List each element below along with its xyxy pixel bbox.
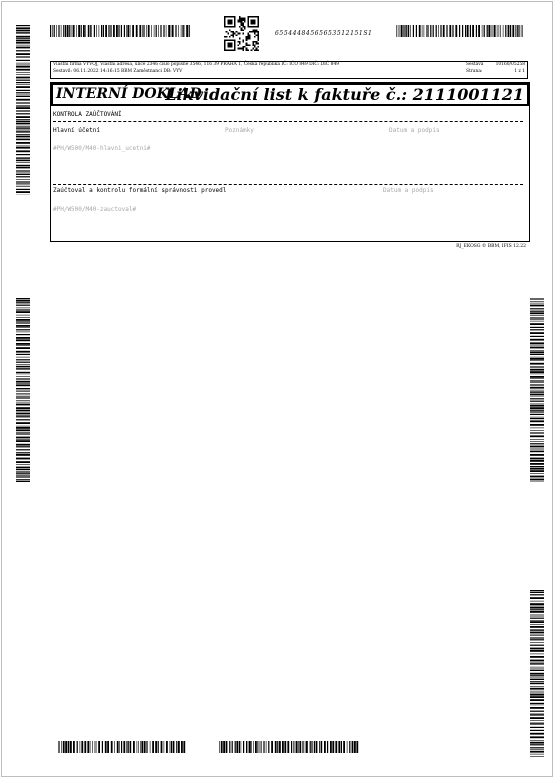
barcode-bottom-right (219, 741, 359, 753)
company-info: Vlastní firma VYVOJ, Vlastní adresa, ulice 2346 číslo popisné 3546, 116 39 PRAHA 1, Česká republika IČ: IČO 849 DIČ: DIČ 849 (53, 62, 340, 67)
barcode-top-left (50, 25, 190, 37)
page-label: Strana: (466, 69, 483, 74)
barcode-bottom-left (58, 741, 186, 753)
role-posted-by: Zaúčtoval a kontrolu formální správnosti provedl (53, 187, 227, 194)
barcode-right-bottom (530, 590, 544, 758)
page-number: 1 z 1 (514, 69, 525, 74)
report-label: Sestava (466, 62, 484, 67)
doc-title: Likvidační list k faktuře č.: 2111001121 (165, 85, 524, 104)
created-info: Sestavil: 06.11.2022 14:16:15 BBM Zaměstnanci DB: VYV (53, 69, 183, 74)
barcode-number: 65544484565653512151S1 (275, 30, 373, 37)
placeholder-posted-by: #PH/W500/M40-zauctoval# (53, 206, 137, 213)
barcode-left-middle (16, 298, 30, 482)
doc-type: INTERNÍ DOKLAD (56, 86, 202, 102)
barcode-left-top (16, 25, 30, 195)
barcode-top-right (396, 25, 524, 37)
placeholder-chief-accountant: #PH/W500/M40-hlavni_ucetni# (53, 145, 151, 152)
date-sign-label-2: Datum a podpis (383, 187, 434, 194)
notes-label: Poznámky (225, 127, 254, 134)
role-chief-accountant: Hlavní účetní (53, 127, 100, 134)
report-number: 10160/05258 (495, 62, 525, 67)
row-divider (53, 184, 523, 185)
title-bar (51, 83, 529, 106)
barcode-right-middle (530, 298, 544, 482)
section-title: KONTROLA ZAÚČTOVÁNÍ (53, 111, 122, 118)
document-box (50, 82, 530, 242)
qr-code (224, 16, 259, 51)
company-header (50, 61, 528, 79)
section-divider (53, 121, 523, 122)
date-sign-label: Datum a podpis (389, 127, 440, 134)
footer-note: RJ_EKOSG © BBM, IFIS 12.22 (456, 244, 526, 249)
